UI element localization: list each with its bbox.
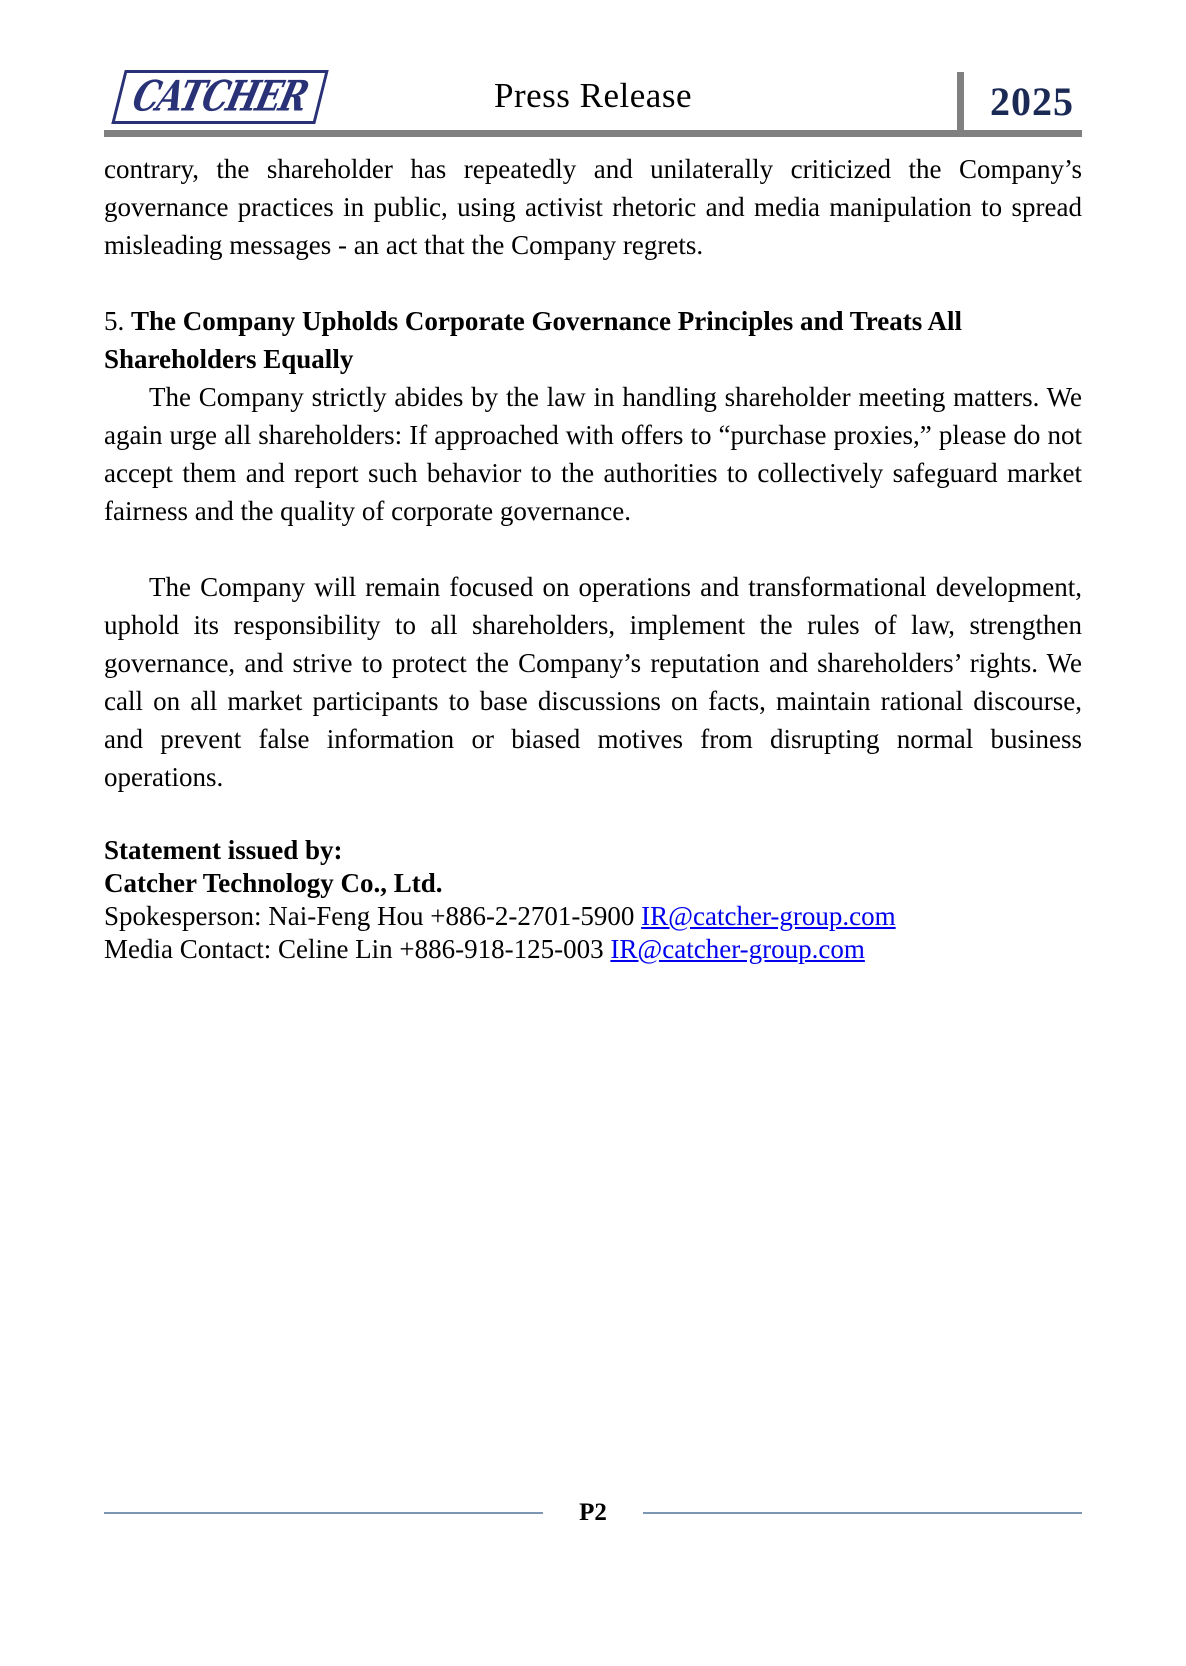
statement-block xyxy=(104,834,1082,966)
header-year-block xyxy=(957,72,1082,132)
section5-number: 5. xyxy=(104,306,131,336)
header-vertical-divider xyxy=(957,72,964,132)
statement-issued-label: Statement issued by: xyxy=(104,835,343,865)
spokesperson-text: Spokesperson: Nai-Feng Hou +886-2-2701-5900 xyxy=(104,901,642,931)
header xyxy=(104,70,1082,130)
header-year: 2025 xyxy=(990,79,1074,124)
paragraph-focus: The Company will remain focused on operations and transformational development, uphold its responsibility to all shareholders, implement the rules of law, strengthen governance, and strive to protect the Company’s reputation and shareholders’ rights. We call on all market participants to base discussions on facts, maintain rational discourse, and prevent false information or biased motives from disrupting normal business operations. xyxy=(104,572,1082,792)
catcher-logo-text: CATCHER xyxy=(127,71,313,122)
section5-heading-text: The Company Upholds Corporate Governance Principles and Treats All Shareholders Equally xyxy=(104,306,963,374)
spokesperson-email-link[interactable]: IR@catcher-group.com xyxy=(641,901,896,931)
page-title: Press Release xyxy=(494,76,692,115)
spokesperson-line xyxy=(104,900,1082,933)
media-email-link[interactable]: IR@catcher-group.com xyxy=(610,934,865,964)
page-footer xyxy=(104,1500,1082,1525)
footer-line-left xyxy=(104,1512,543,1514)
paragraph-proxies: The Company strictly abides by the law in handling shareholder meeting matters. We again urge all shareholders: If approached with offers to “purchase proxies,” please do not accept them and report such behavior to the authorities to collectively safeguard market fairness and the quality of corporate governance. xyxy=(104,382,1082,526)
paragraph-continuation: contrary, the shareholder has repeatedly and unilaterally criticized the Company’s governance practices in public, using activist rhetoric and media manipulation to spread misleading messages - an act that the Company regrets. xyxy=(104,154,1082,260)
page-number: P2 xyxy=(579,1499,607,1526)
company-name: Catcher Technology Co., Ltd. xyxy=(104,868,443,898)
section5-heading xyxy=(104,302,1082,378)
media-contact-text: Media Contact: Celine Lin +886-918-125-003 xyxy=(104,934,611,964)
header-rule xyxy=(104,130,1082,137)
footer-line-right xyxy=(643,1512,1082,1514)
document-body xyxy=(104,150,1082,966)
media-contact-line xyxy=(104,933,1082,966)
